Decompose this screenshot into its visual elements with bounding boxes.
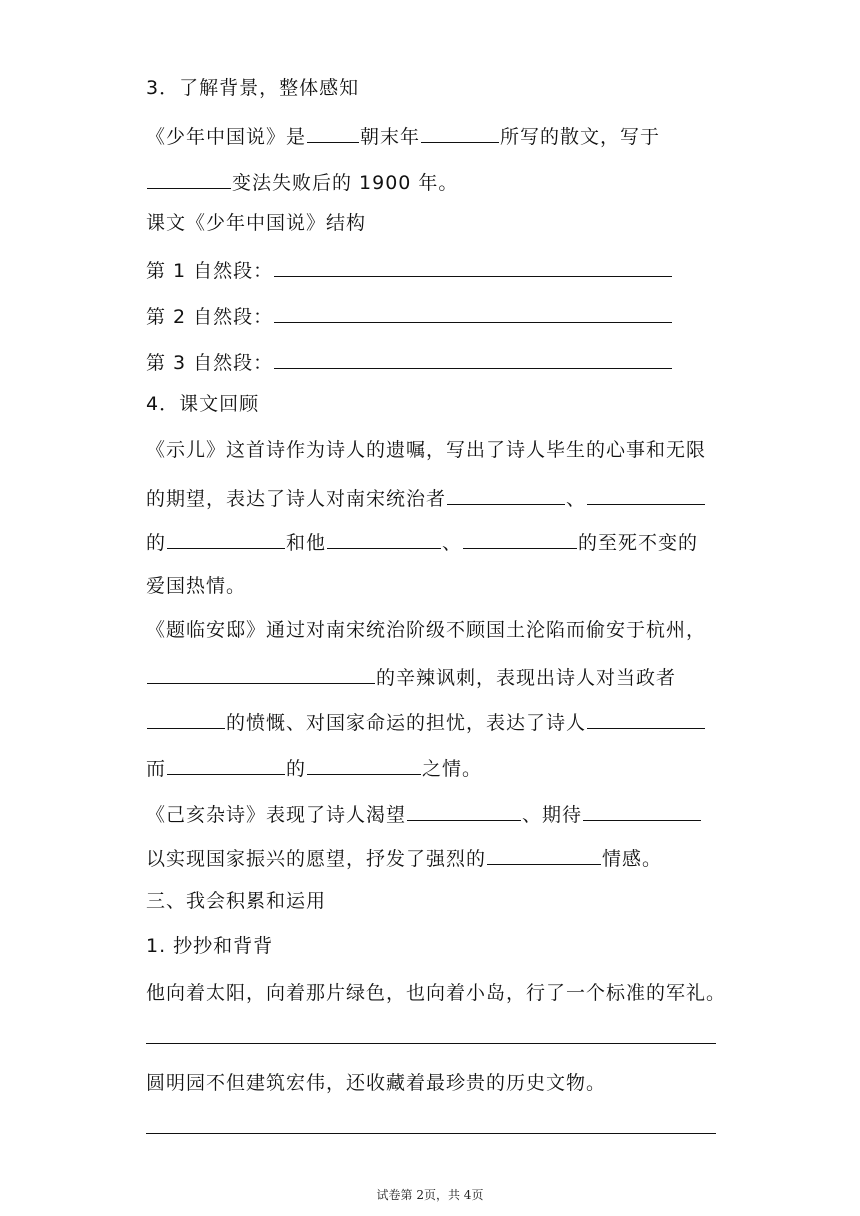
label: 第 2 自然段： [146, 306, 274, 328]
text: 的至死不变的 [578, 532, 699, 554]
paragraph-1-row [146, 256, 673, 284]
tilin-line-2 [146, 663, 676, 691]
section-3-heading: 3．了解背景，整体感知 [146, 77, 360, 99]
shier-line-4: 爱国热情。 [146, 575, 247, 597]
answer-blank[interactable] [307, 754, 421, 775]
answer-blank[interactable] [147, 663, 375, 684]
answer-blank[interactable] [407, 800, 521, 821]
answer-blank[interactable] [421, 122, 499, 143]
text: 的 [146, 532, 167, 554]
answer-blank[interactable] [274, 348, 672, 369]
text: 以实现国家振兴的愿望，抒发了强烈的 [146, 848, 487, 870]
answer-blank[interactable] [147, 168, 231, 189]
copy-writing-line[interactable] [146, 1133, 716, 1134]
text: 的 [286, 758, 307, 780]
answer-blank[interactable] [274, 256, 672, 277]
answer-blank[interactable] [463, 528, 577, 549]
copy-writing-line[interactable] [146, 1043, 716, 1044]
text: 《己亥杂诗》表现了诗人渴望 [146, 804, 407, 826]
paragraph-2-row [146, 302, 673, 330]
tilin-line-4 [146, 754, 482, 782]
text: 、 [442, 532, 463, 554]
page-footer: 试卷第 2页，共 4页 [376, 1188, 484, 1202]
background-line-2 [146, 168, 458, 196]
answer-blank[interactable] [327, 528, 441, 549]
answer-blank[interactable] [167, 754, 285, 775]
copy-recite-heading: 1. 抄抄和背背 [146, 935, 274, 957]
text: 、 [566, 488, 587, 510]
answer-blank[interactable] [147, 708, 225, 729]
text: 的辛辣讽刺，表现出诗人对当政者 [376, 667, 677, 689]
text: 朝末年 [360, 126, 421, 148]
answer-blank[interactable] [307, 122, 359, 143]
answer-blank[interactable] [274, 302, 672, 323]
answer-blank[interactable] [447, 484, 565, 505]
text: 之情。 [422, 758, 483, 780]
tilin-line-3 [146, 708, 706, 736]
text: 的期望，表达了诗人对南宋统治者 [146, 488, 447, 510]
text: 的愤慨、对国家命运的担忧，表达了诗人 [226, 712, 587, 734]
text: 和他 [286, 532, 327, 554]
text: 《少年中国说》是 [146, 126, 307, 148]
text: 而 [146, 758, 167, 780]
model-sentence-2: 圆明园不但建筑宏伟，还收藏着最珍贵的历史文物。 [146, 1072, 607, 1094]
text: 、期待 [522, 804, 583, 826]
label: 第 3 自然段： [146, 352, 274, 374]
tilin-line-1: 《题临安邸》通过对南宋统治阶级不顾国土沦陷而偷安于杭州， [146, 619, 707, 641]
answer-blank[interactable] [587, 708, 705, 729]
background-line-1 [146, 122, 660, 150]
part-3-heading: 三、我会积累和运用 [146, 890, 327, 912]
answer-blank[interactable] [587, 484, 705, 505]
answer-blank[interactable] [167, 528, 285, 549]
text: 变法失败后的 1900 年。 [232, 172, 459, 194]
answer-blank[interactable] [487, 844, 601, 865]
answer-blank[interactable] [583, 800, 701, 821]
text: 情感。 [602, 848, 663, 870]
structure-title: 课文《少年中国说》结构 [146, 212, 367, 234]
jihai-line-2 [146, 844, 662, 872]
label: 第 1 自然段： [146, 260, 274, 282]
model-sentence-1: 他向着太阳，向着那片绿色，也向着小岛，行了一个标准的军礼。 [146, 982, 727, 1004]
shier-line-1: 《示儿》这首诗作为诗人的遗嘱，写出了诗人毕生的心事和无限 [146, 439, 707, 461]
shier-line-3 [146, 528, 698, 556]
text: 所写的散文，写于 [500, 126, 661, 148]
shier-line-2 [146, 484, 706, 512]
section-4-heading: 4．课文回顾 [146, 393, 260, 415]
paragraph-3-row [146, 348, 673, 376]
jihai-line-1 [146, 800, 702, 828]
